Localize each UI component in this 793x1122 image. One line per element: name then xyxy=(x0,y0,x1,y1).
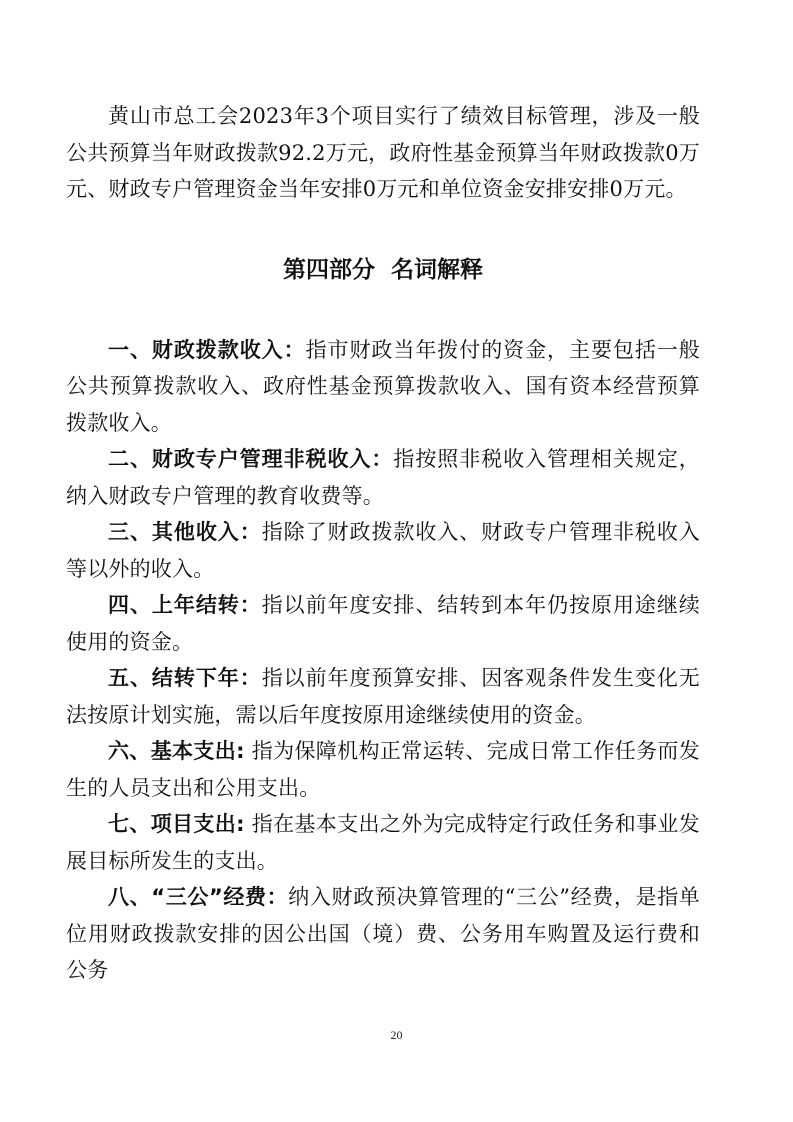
intro-paragraph: 黄山市总工会2023年3个项目实行了绩效目标管理，涉及一般公共预算当年财政拨款92.2万元，政府性基金预算当年财政拨款0万元、财政专户管理资金当年安排0万元和单位资金安排安排0万元。 xyxy=(66,104,700,201)
section-title: 第四部分 名词解释 xyxy=(282,256,483,283)
definition-item xyxy=(66,514,700,587)
definition-item xyxy=(66,660,700,733)
definition-item xyxy=(66,587,700,660)
definition-term: 八、“三公”经费： xyxy=(108,885,289,909)
definition-text: 指以前年度预算安排、因客观条件发生变化无法按原计划实施，需以后年度按原用途继续使用的资金。 xyxy=(66,666,701,727)
page-content xyxy=(66,98,700,989)
definition-item xyxy=(66,332,700,442)
page-number: 20 xyxy=(390,1028,403,1042)
definition-text: 指以前年度安排、结转到本年仍按原用途继续使用的资金。 xyxy=(66,593,701,654)
definition-text: 指在基本支出之外为完成特定行政任务和事业发展目标所发生的支出。 xyxy=(66,812,700,873)
definition-item xyxy=(66,733,700,806)
definitions-list xyxy=(66,332,700,989)
definition-item xyxy=(66,441,700,514)
definition-text: 纳入财政预决算管理的“三公”经费，是指单位用财政拨款安排的因公出国（境）费、公务用车购置及运行费和公务 xyxy=(66,885,700,982)
definition-term: 三、其他收入： xyxy=(108,520,262,544)
definition-term: 五、结转下年： xyxy=(108,666,262,690)
definition-term: 四、上年结转： xyxy=(108,593,262,617)
definition-text: 指市财政当年拨付的资金，主要包括一般公共预算拨款收入、政府性基金预算拨款收入、国有资本经营预算拨款收入。 xyxy=(66,337,700,435)
definition-term: 六、基本支出: xyxy=(108,739,245,763)
definition-text: 指除了财政拨款收入、财政专户管理非税收入等以外的收入。 xyxy=(66,520,701,581)
definition-item xyxy=(66,879,700,989)
definition-item xyxy=(66,806,700,879)
definition-term: 七、项目支出: xyxy=(108,812,245,836)
definition-term: 二、财政专户管理非税收入： xyxy=(108,447,394,471)
definition-term: 一、财政拨款收入： xyxy=(108,337,306,362)
definition-text: 指为保障机构正常运转、完成日常工作任务而发生的人员支出和公用支出。 xyxy=(66,739,700,800)
definition-text: 指按照非税收入管理相关规定，纳入财政专户管理的教育收费等。 xyxy=(66,447,700,508)
